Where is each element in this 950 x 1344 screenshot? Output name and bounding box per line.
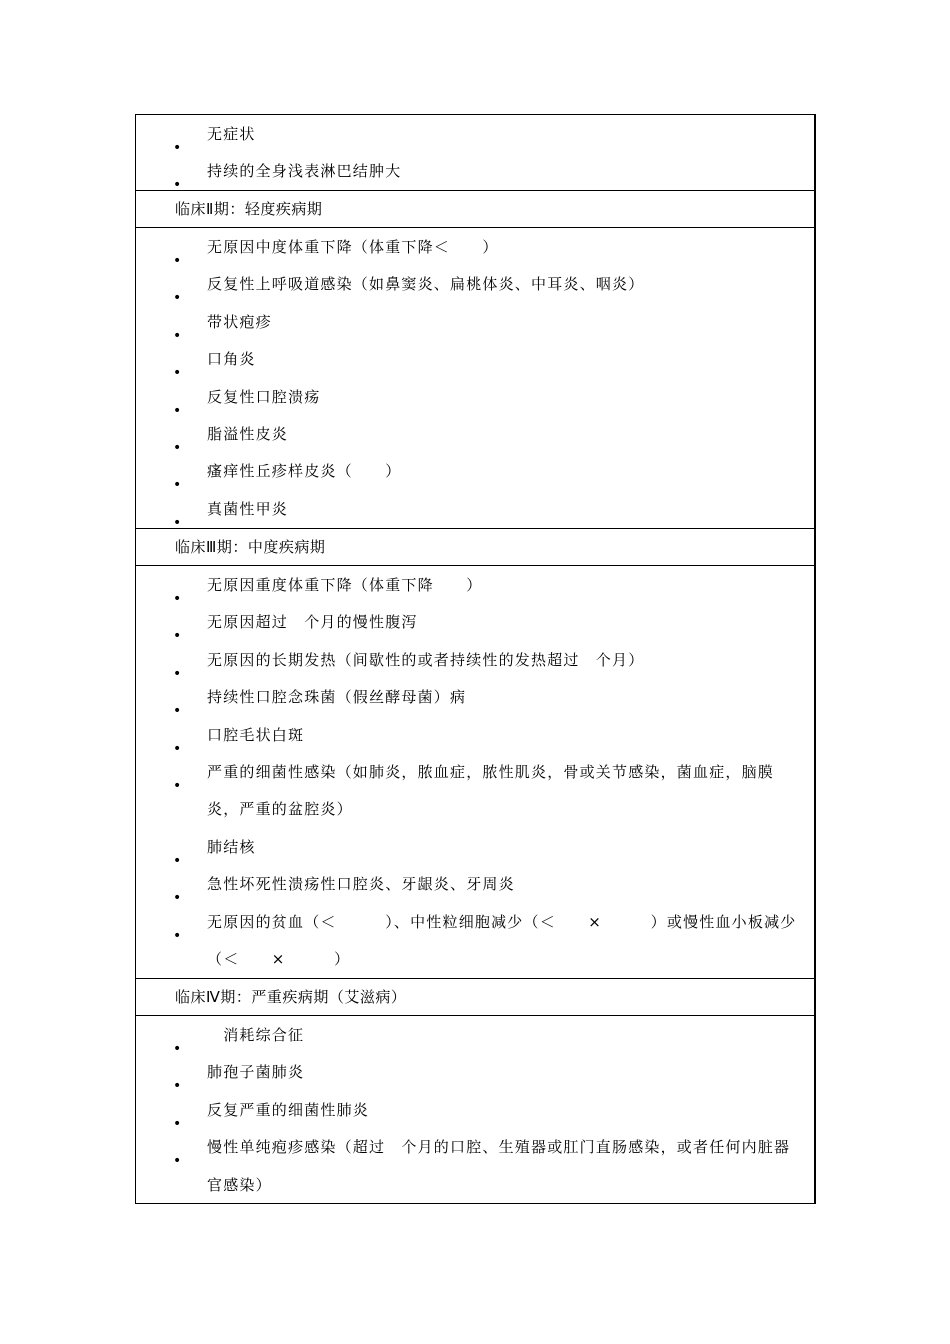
list-item — [136, 1129, 814, 1204]
list-item — [136, 679, 814, 720]
bullet-icon: • — [173, 1041, 183, 1057]
bullet-icon: • — [173, 477, 183, 494]
list-item — [136, 904, 814, 979]
list-item — [136, 453, 814, 494]
bullet-icon: • — [173, 852, 183, 869]
list-item-text: 无原因的长期发热（间歇性的或者持续性的发热超过 个月） — [207, 650, 645, 669]
stage1-list — [136, 115, 814, 194]
list-item — [136, 304, 814, 344]
staging-table — [135, 114, 816, 1204]
list-item-text: 反复严重的细菌性肺炎 — [207, 1100, 370, 1119]
list-item-text: 慢性单纯疱疹感染（超过 个月的口腔、生殖器或肛门直肠感染，或者任何内脏器官感染） — [207, 1138, 791, 1194]
list-item — [136, 491, 814, 531]
bullet-icon: • — [173, 514, 183, 531]
list-item — [136, 1092, 814, 1132]
list-item-text: 反复性上呼吸道感染（如鼻窦炎、扁桃体炎、中耳炎、咽炎） — [207, 275, 645, 294]
bullet-icon: • — [173, 665, 183, 682]
bullet-icon: • — [173, 591, 183, 607]
bullet-icon: • — [173, 440, 183, 457]
bullet-icon: • — [173, 177, 183, 194]
list-item-text: 严重的细菌性感染（如肺炎，脓血症，脓性肌炎，骨或关节感染，菌血症，脑膜炎，严重的盆腔炎） — [207, 763, 775, 819]
list-item — [136, 567, 814, 607]
list-item — [136, 1017, 814, 1057]
bullet-icon: • — [173, 740, 183, 757]
list-item-text: 无症状 — [207, 125, 256, 143]
list-item-text: 持续性口腔念珠菌（假丝酵母菌）病 — [207, 688, 467, 707]
list-item-text: 无原因的贫血（＜ ）、中性粒细胞减少（＜ × ）或慢性血小板减少（＜ × ） — [207, 912, 797, 969]
list-item — [136, 116, 814, 156]
bullet-icon: • — [173, 927, 183, 944]
list-item-text: 肺孢子菌肺炎 — [207, 1063, 305, 1082]
bullet-icon: • — [173, 1153, 183, 1170]
stage2-list — [136, 228, 814, 529]
bullet-icon: • — [173, 1115, 183, 1132]
bullet-icon: • — [173, 1078, 183, 1095]
list-item-text: 反复性口腔溃疡 — [207, 387, 321, 406]
bullet-icon: • — [173, 290, 183, 307]
bullet-icon: • — [173, 253, 183, 269]
list-item-text: 瘙痒性丘疹样皮炎（ ） — [207, 462, 402, 481]
stage3-header: 临床Ⅲ期：中度疾病期 — [136, 529, 814, 566]
list-item — [136, 341, 814, 382]
stage2-header: 临床Ⅱ期：轻度疾病期 — [136, 191, 814, 228]
list-item-text: 无原因重度体重下降（体重下降 ） — [207, 576, 483, 594]
bullet-icon: • — [173, 402, 183, 419]
list-item-text: 无原因超过 个月的慢性腹泻 — [207, 613, 418, 632]
bullet-icon: • — [173, 628, 183, 645]
list-item — [136, 866, 814, 907]
list-item-text: 真菌性甲炎 — [207, 499, 289, 518]
list-item-text: 持续的全身浅表淋巴结肿大 — [207, 162, 402, 181]
list-item-text: 消耗综合征 — [207, 1026, 305, 1044]
bullet-icon: • — [173, 140, 183, 156]
bullet-icon: • — [173, 327, 183, 344]
list-item-text: 急性坏死性溃疡性口腔炎、牙龈炎、牙周炎 — [207, 875, 515, 894]
list-item — [136, 829, 814, 869]
list-item-text: 口角炎 — [207, 350, 256, 369]
list-item — [136, 266, 814, 307]
list-item — [136, 379, 814, 419]
bullet-icon: • — [173, 365, 183, 382]
stage4-list — [136, 1016, 814, 1203]
list-item-text: 无原因中度体重下降（体重下降＜ ） — [207, 238, 499, 256]
list-item — [136, 1054, 814, 1095]
bullet-icon: • — [173, 703, 183, 720]
list-item — [136, 416, 814, 457]
list-item — [136, 604, 814, 645]
list-item-text: 肺结核 — [207, 837, 256, 856]
list-item-text: 口腔毛状白斑 — [207, 725, 305, 744]
list-item-text: 带状疱疹 — [207, 312, 272, 331]
stage4-header: 临床Ⅳ期：严重疾病期（艾滋病） — [136, 979, 814, 1016]
bullet-icon: • — [173, 890, 183, 907]
list-item — [136, 153, 814, 194]
list-item — [136, 229, 814, 269]
bullet-icon: • — [173, 778, 183, 795]
list-item — [136, 717, 814, 757]
list-item-text: 脂溢性皮炎 — [207, 425, 289, 444]
list-item — [136, 754, 814, 829]
list-item — [136, 642, 814, 682]
stage3-list — [136, 566, 814, 979]
